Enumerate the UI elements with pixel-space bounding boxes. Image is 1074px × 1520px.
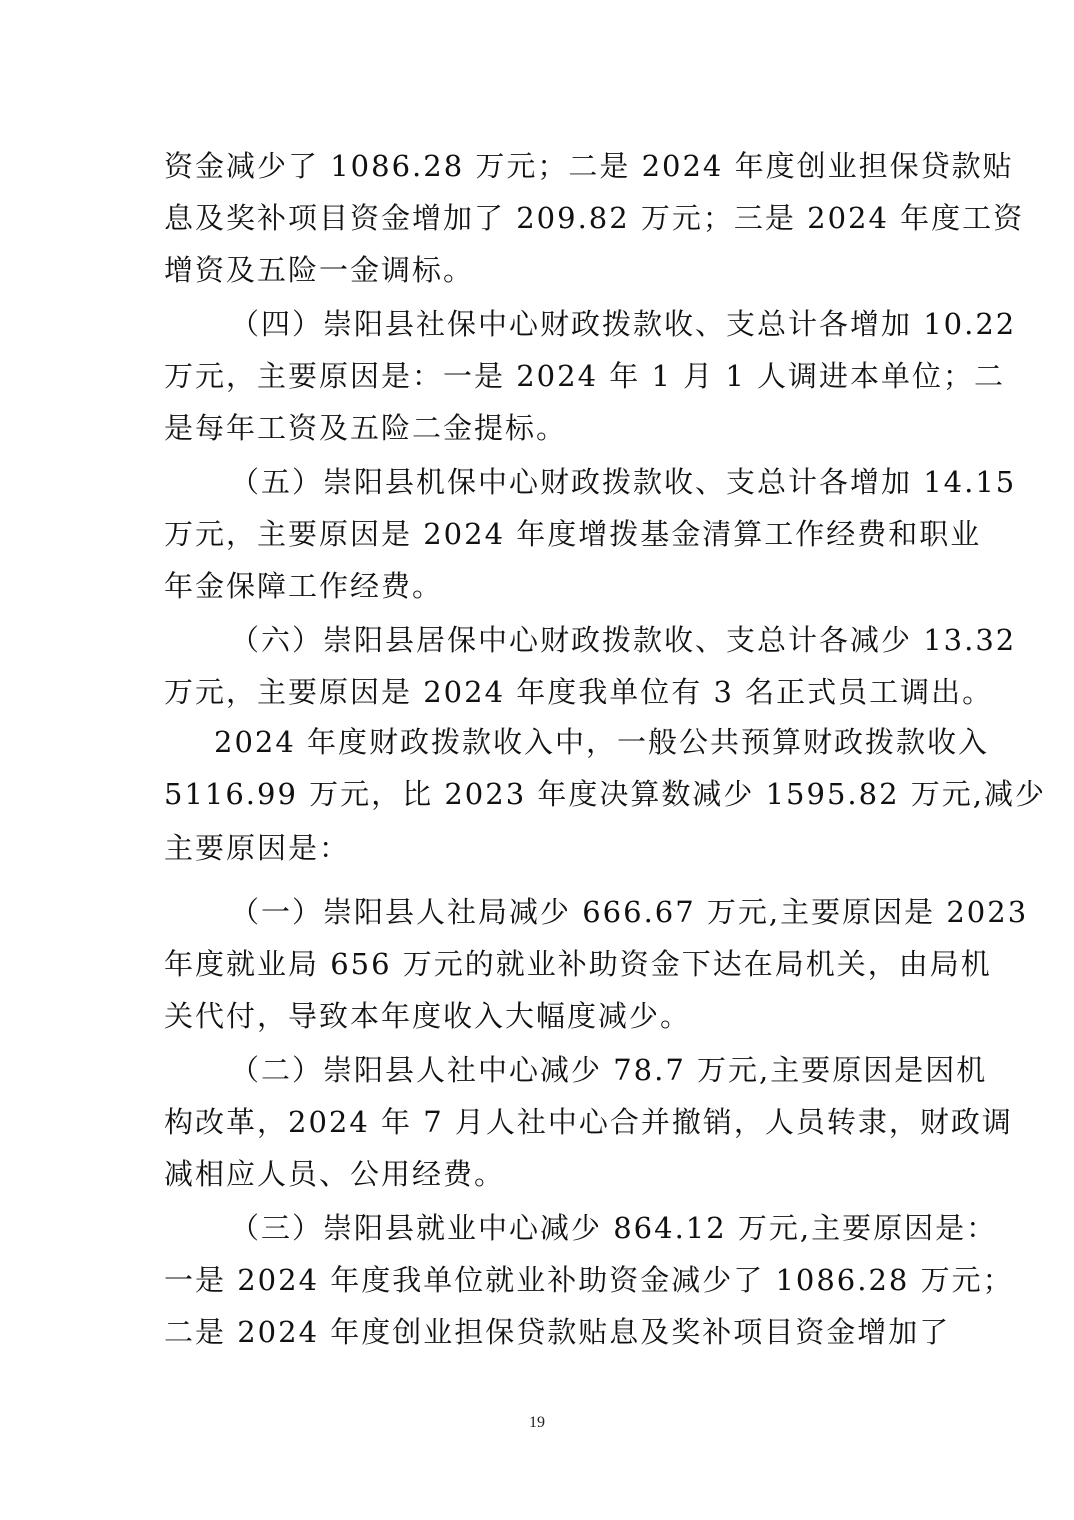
text-line-12: 2024 年度财政拨款收入中，一般公共预算财政拨款收入 [214,725,990,759]
text-line-4: （四）崇阳县社保中心财政拨款收、支总计各增加 10.22 [230,307,1017,341]
text-line-1: 资金减少了 1086.28 万元；二是 2024 年度创业担保贷款贴 [164,149,1014,183]
text-line-9: 年金保障工作经费。 [164,569,444,603]
text-line-18: （二）崇阳县人社中心减少 78.7 万元,主要原因是因机 [230,1053,988,1087]
text-line-8: 万元，主要原因是 2024 年度增拨基金清算工作经费和职业 [164,517,982,551]
text-line-6: 是每年工资及五险二金提标。 [164,411,568,445]
text-line-19: 构改革，2024 年 7 月人社中心合并撤销，人员转隶，财政调 [164,1105,1013,1139]
text-line-5: 万元，主要原因是：一是 2024 年 1 月 1 人调进本单位；二 [164,359,1006,393]
text-line-17: 关代付，导致本年度收入大幅度减少。 [164,999,692,1033]
text-line-14: 主要原因是： [164,831,351,865]
text-line-7: （五）崇阳县机保中心财政拨款收、支总计各增加 14.15 [230,465,1017,499]
text-line-22: 一是 2024 年度我单位就业补助资金减少了 1086.28 万元； [164,1263,1014,1297]
text-line-15: （一）崇阳县人社局减少 666.67 万元,主要原因是 2023 [230,895,1029,929]
text-line-23: 二是 2024 年度创业担保贷款贴息及奖补项目资金增加了 [164,1315,951,1349]
page-number: 19 [529,1414,545,1431]
text-line-16: 年度就业局 656 万元的就业补助资金下达在局机关，由局机 [164,947,992,981]
text-line-3: 增资及五险一金调标。 [164,253,475,287]
text-line-2: 息及奖补项目资金增加了 209.82 万元；三是 2024 年度工资 [164,201,1025,235]
text-line-20: 减相应人员、公用经费。 [164,1157,506,1191]
text-line-21: （三）崇阳县就业中心减少 864.12 万元,主要原因是： [230,1211,998,1245]
text-line-11: 万元，主要原因是 2024 年度我单位有 3 名正式员工调出。 [164,675,994,709]
text-line-10: （六）崇阳县居保中心财政拨款收、支总计各减少 13.32 [230,623,1017,657]
text-line-13: 5116.99 万元，比 2023 年度决算数减少 1595.82 万元,减少 [164,777,1046,811]
